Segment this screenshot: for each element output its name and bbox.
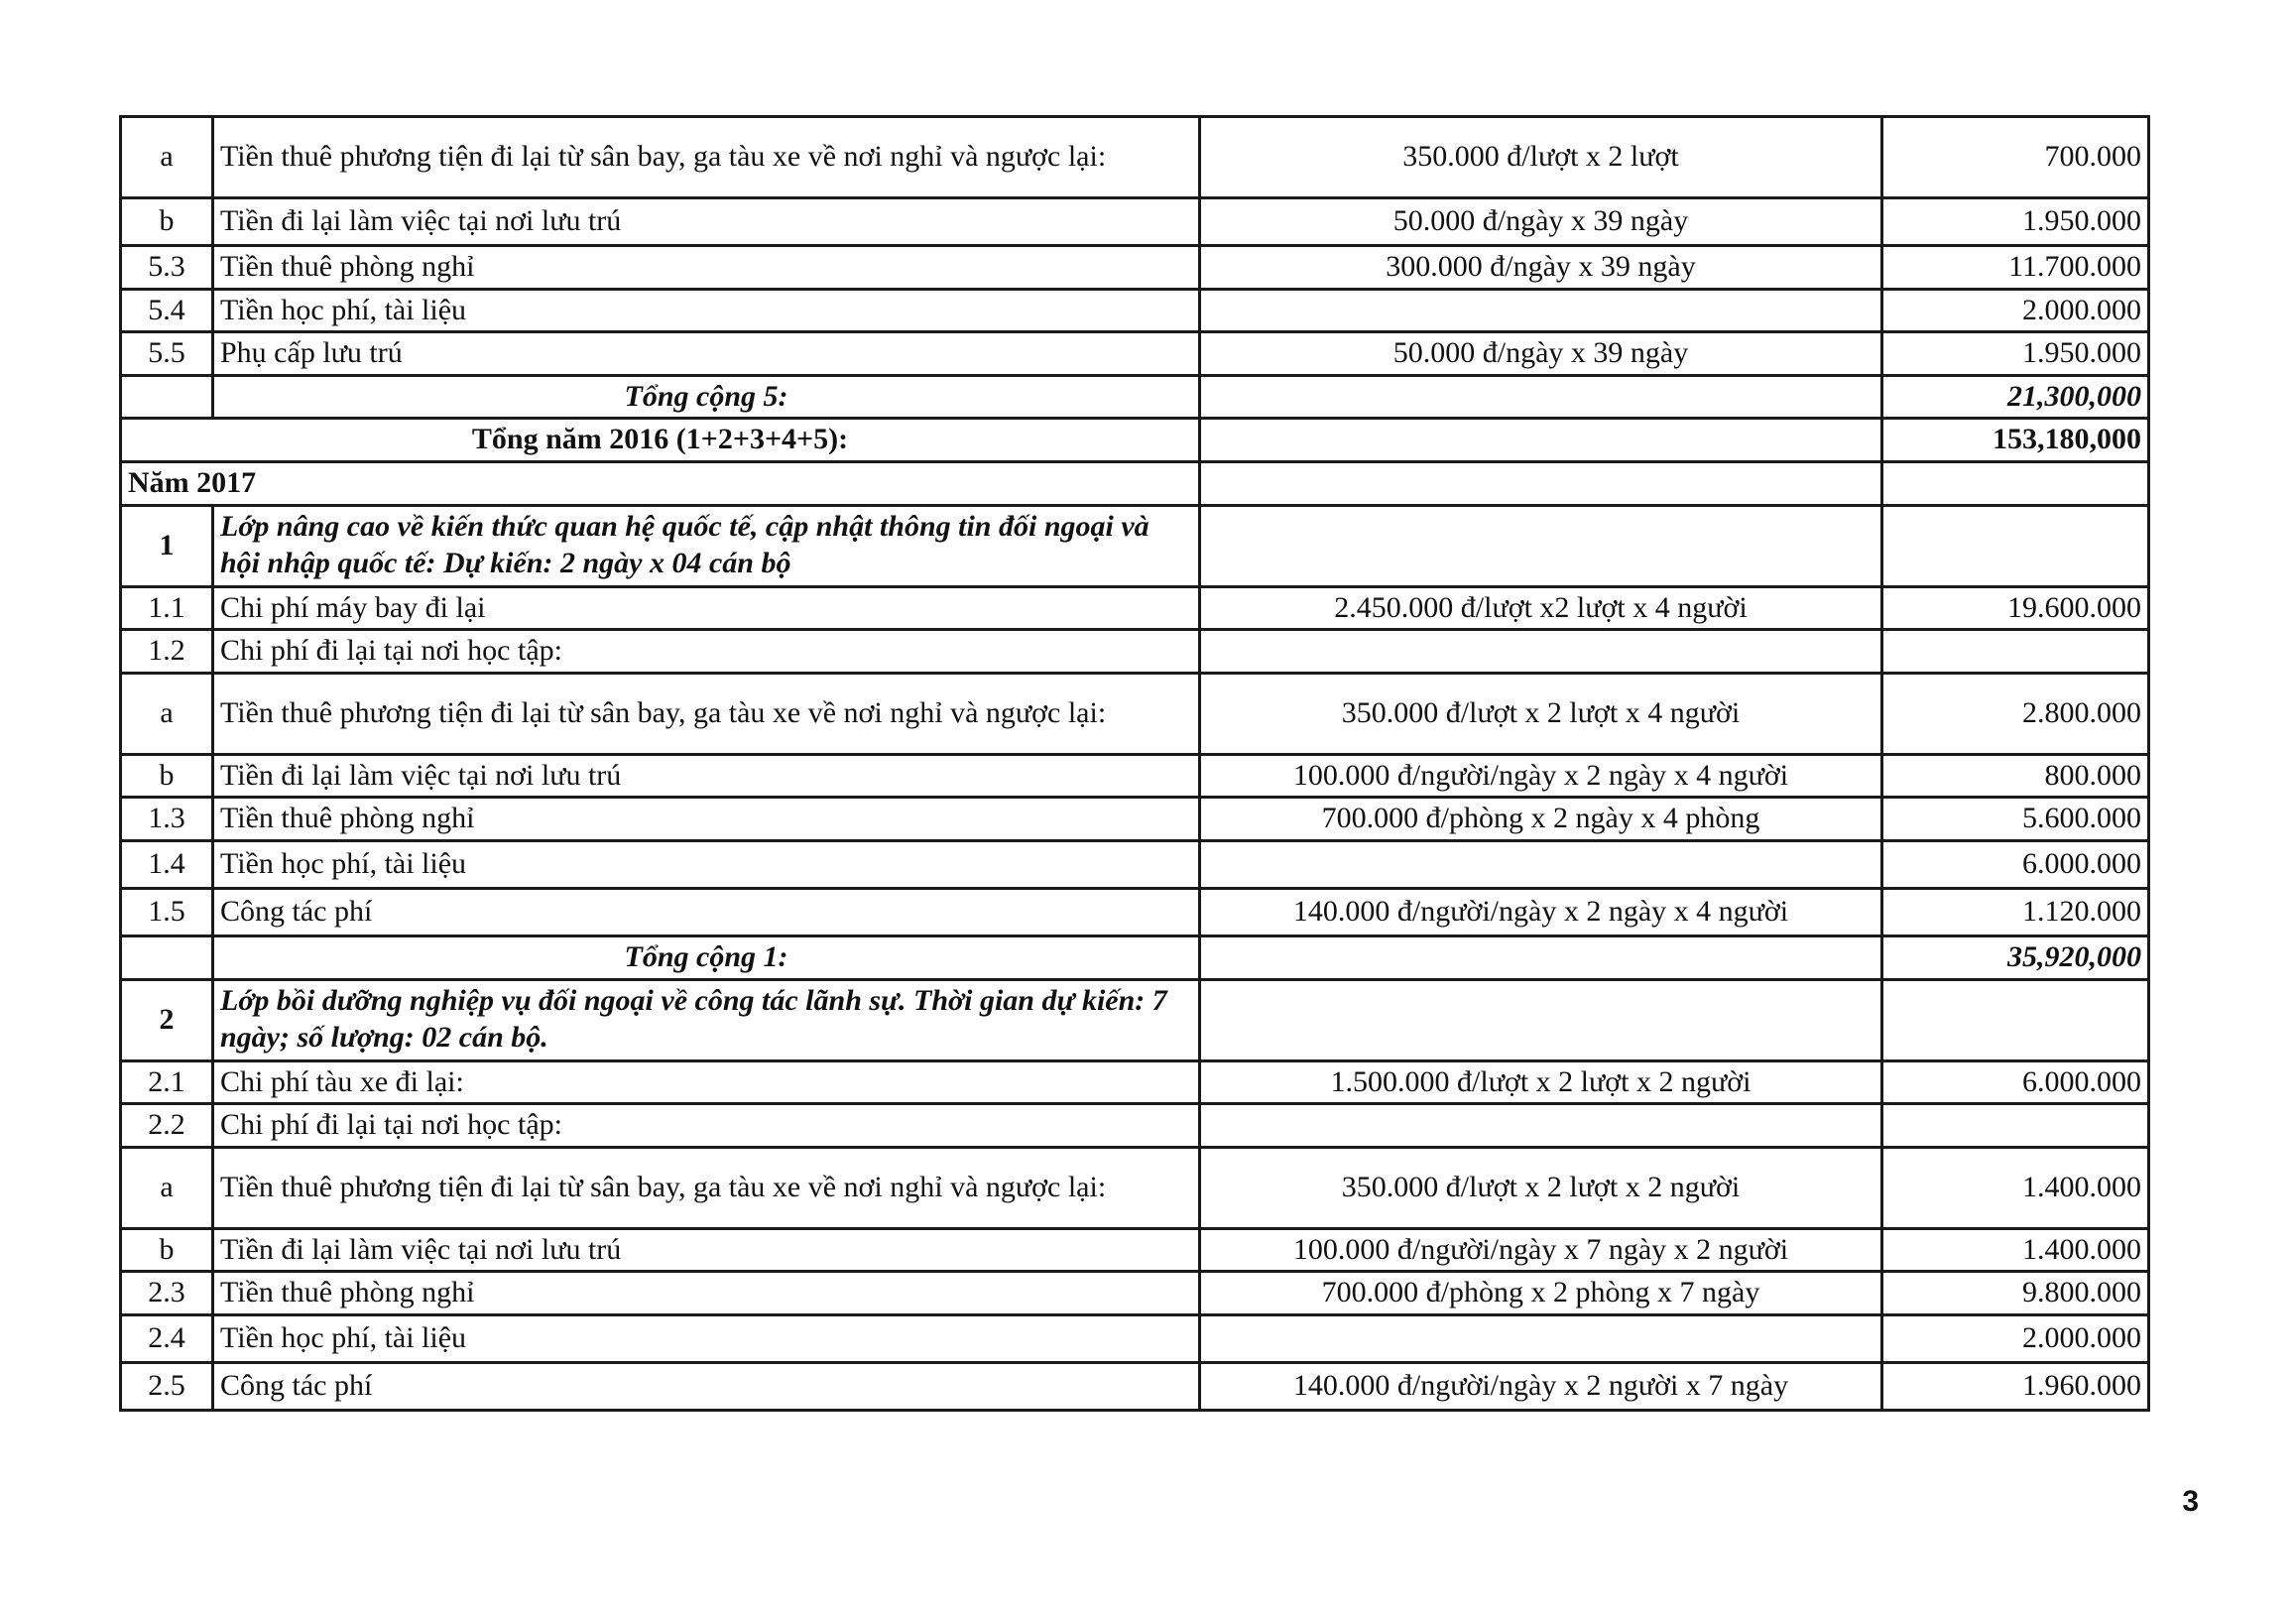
row-number: 2.2: [121, 1104, 213, 1148]
row-calculation: 140.000 đ/người/ngày x 2 người x 7 ngày: [1200, 1362, 1882, 1410]
table-row: [121, 630, 2149, 674]
row-amount: 5.600.000: [1882, 798, 2149, 841]
table-row: [121, 1314, 2149, 1362]
page-number: 3: [2182, 1485, 2199, 1518]
table-row: [121, 1228, 2149, 1272]
row-number: [121, 935, 213, 979]
row-amount: 6.000.000: [1882, 840, 2149, 888]
row-amount: [1882, 505, 2149, 586]
table-row: [121, 1147, 2149, 1228]
row-amount: [1882, 979, 2149, 1060]
row-calculation: 100.000 đ/người/ngày x 2 ngày x 4 người: [1200, 754, 1882, 798]
row-description: Tiền thuê phòng nghỉ: [213, 246, 1200, 290]
table-row: [121, 673, 2149, 754]
section-header-row: [121, 979, 2149, 1060]
section-number: 1: [121, 505, 213, 586]
row-calculation: [1200, 375, 1882, 419]
row-number: 2.4: [121, 1314, 213, 1362]
row-amount: [1882, 461, 2149, 505]
subtotal-label: Tổng cộng 5:: [213, 375, 1200, 419]
row-amount: [1882, 630, 2149, 674]
year-total-label: Tổng năm 2016 (1+2+3+4+5):: [121, 419, 1200, 462]
row-calculation: 2.450.000 đ/lượt x2 lượt x 4 người: [1200, 586, 1882, 630]
row-calculation: 140.000 đ/người/ngày x 2 ngày x 4 người: [1200, 888, 1882, 935]
table-row: [121, 840, 2149, 888]
row-number: a: [121, 117, 213, 198]
row-number: 5.3: [121, 246, 213, 290]
row-calculation: [1200, 979, 1882, 1060]
table-row: [121, 117, 2149, 198]
row-number: 2.3: [121, 1272, 213, 1315]
year-total-row: [121, 419, 2149, 462]
row-description: Chi phí máy bay đi lại: [213, 586, 1200, 630]
section-number: 2: [121, 979, 213, 1060]
row-number: 1.1: [121, 586, 213, 630]
table-row: [121, 586, 2149, 630]
row-description: Chi phí đi lại tại nơi học tập:: [213, 630, 1200, 674]
row-calculation: 1.500.000 đ/lượt x 2 lượt x 2 người: [1200, 1060, 1882, 1104]
row-number: 2.1: [121, 1060, 213, 1104]
row-calculation: [1200, 505, 1882, 586]
row-amount: 1.950.000: [1882, 198, 2149, 246]
row-amount: 700.000: [1882, 117, 2149, 198]
row-description: Tiền thuê phương tiện đi lại từ sân bay, ga tàu xe về nơi nghỉ và ngược lại:: [213, 117, 1200, 198]
row-number: 5.4: [121, 289, 213, 332]
table-row: [121, 798, 2149, 841]
table-row: [121, 198, 2149, 246]
row-calculation: 350.000 đ/lượt x 2 lượt: [1200, 117, 1882, 198]
row-number: 2.5: [121, 1362, 213, 1410]
row-amount: 9.800.000: [1882, 1272, 2149, 1315]
row-amount: 2.800.000: [1882, 673, 2149, 754]
row-amount: 19.600.000: [1882, 586, 2149, 630]
row-calculation: 700.000 đ/phòng x 2 ngày x 4 phòng: [1200, 798, 1882, 841]
row-number: b: [121, 754, 213, 798]
row-amount: 2.000.000: [1882, 1314, 2149, 1362]
row-calculation: 100.000 đ/người/ngày x 7 ngày x 2 người: [1200, 1228, 1882, 1272]
row-amount: 1.950.000: [1882, 332, 2149, 376]
row-number: b: [121, 198, 213, 246]
row-amount: 800.000: [1882, 754, 2149, 798]
year-header-row: [121, 461, 2149, 505]
row-description: Tiền đi lại làm việc tại nơi lưu trú: [213, 198, 1200, 246]
section-title: Lớp bồi dưỡng nghiệp vụ đối ngoại về công tác lãnh sự. Thời gian dự kiến: 7 ngày; số lượng: 02 cán bộ.: [213, 979, 1200, 1060]
row-amount: 1.120.000: [1882, 888, 2149, 935]
row-number: b: [121, 1228, 213, 1272]
row-calculation: 300.000 đ/ngày x 39 ngày: [1200, 246, 1882, 290]
subtotal-amount: 21,300,000: [1882, 375, 2149, 419]
row-description: Công tác phí: [213, 888, 1200, 935]
row-amount: 2.000.000: [1882, 289, 2149, 332]
row-amount: 1.400.000: [1882, 1228, 2149, 1272]
row-number: 1.5: [121, 888, 213, 935]
subtotal-row: [121, 375, 2149, 419]
row-number: 1.2: [121, 630, 213, 674]
row-calculation: [1200, 935, 1882, 979]
row-calculation: 350.000 đ/lượt x 2 lượt x 2 người: [1200, 1147, 1882, 1228]
row-description: Tiền thuê phương tiện đi lại từ sân bay, ga tàu xe về nơi nghỉ và ngược lại:: [213, 673, 1200, 754]
table-row: [121, 1104, 2149, 1148]
table-row: [121, 754, 2149, 798]
row-description: Tiền học phí, tài liệu: [213, 840, 1200, 888]
row-number: a: [121, 673, 213, 754]
row-calculation: [1200, 1314, 1882, 1362]
row-number: [121, 375, 213, 419]
table-row: [121, 246, 2149, 290]
table-row: [121, 1362, 2149, 1410]
section-header-row: [121, 505, 2149, 586]
row-calculation: 350.000 đ/lượt x 2 lượt x 4 người: [1200, 673, 1882, 754]
subtotal-label: Tổng cộng 1:: [213, 935, 1200, 979]
row-number: 1.3: [121, 798, 213, 841]
row-description: Tiền học phí, tài liệu: [213, 1314, 1200, 1362]
row-description: Tiền thuê phương tiện đi lại từ sân bay, ga tàu xe về nơi nghỉ và ngược lại:: [213, 1147, 1200, 1228]
row-amount: 1.400.000: [1882, 1147, 2149, 1228]
row-description: Tiền thuê phòng nghỉ: [213, 798, 1200, 841]
subtotal-row: [121, 935, 2149, 979]
table-row: [121, 289, 2149, 332]
year-total-amount: 153,180,000: [1882, 419, 2149, 462]
row-number: a: [121, 1147, 213, 1228]
row-calculation: [1200, 419, 1882, 462]
row-description: Tiền đi lại làm việc tại nơi lưu trú: [213, 754, 1200, 798]
table-row: [121, 1272, 2149, 1315]
row-description: Công tác phí: [213, 1362, 1200, 1410]
row-calculation: [1200, 840, 1882, 888]
table-row: [121, 332, 2149, 376]
table-row: [121, 888, 2149, 935]
row-description: Chi phí đi lại tại nơi học tập:: [213, 1104, 1200, 1148]
row-number: 1.4: [121, 840, 213, 888]
row-calculation: 700.000 đ/phòng x 2 phòng x 7 ngày: [1200, 1272, 1882, 1315]
year-header: Năm 2017: [121, 461, 1200, 505]
row-number: 5.5: [121, 332, 213, 376]
subtotal-amount: 35,920,000: [1882, 935, 2149, 979]
table-row: [121, 1060, 2149, 1104]
row-description: Tiền thuê phòng nghỉ: [213, 1272, 1200, 1315]
row-description: Tiền đi lại làm việc tại nơi lưu trú: [213, 1228, 1200, 1272]
row-calculation: [1200, 630, 1882, 674]
row-calculation: [1200, 1104, 1882, 1148]
row-calculation: 50.000 đ/ngày x 39 ngày: [1200, 198, 1882, 246]
section-title: Lớp nâng cao về kiến thức quan hệ quốc tế, cập nhật thông tin đối ngoại và hội nhập quốc tế: Dự kiến: 2 ngày x 04 cán bộ: [213, 505, 1200, 586]
row-description: Phụ cấp lưu trú: [213, 332, 1200, 376]
row-calculation: 50.000 đ/ngày x 39 ngày: [1200, 332, 1882, 376]
row-description: Tiền học phí, tài liệu: [213, 289, 1200, 332]
row-amount: 6.000.000: [1882, 1060, 2149, 1104]
budget-table: [119, 115, 2150, 1412]
row-calculation: [1200, 461, 1882, 505]
row-description: Chi phí tàu xe đi lại:: [213, 1060, 1200, 1104]
row-calculation: [1200, 289, 1882, 332]
row-amount: 11.700.000: [1882, 246, 2149, 290]
row-amount: [1882, 1104, 2149, 1148]
row-amount: 1.960.000: [1882, 1362, 2149, 1410]
